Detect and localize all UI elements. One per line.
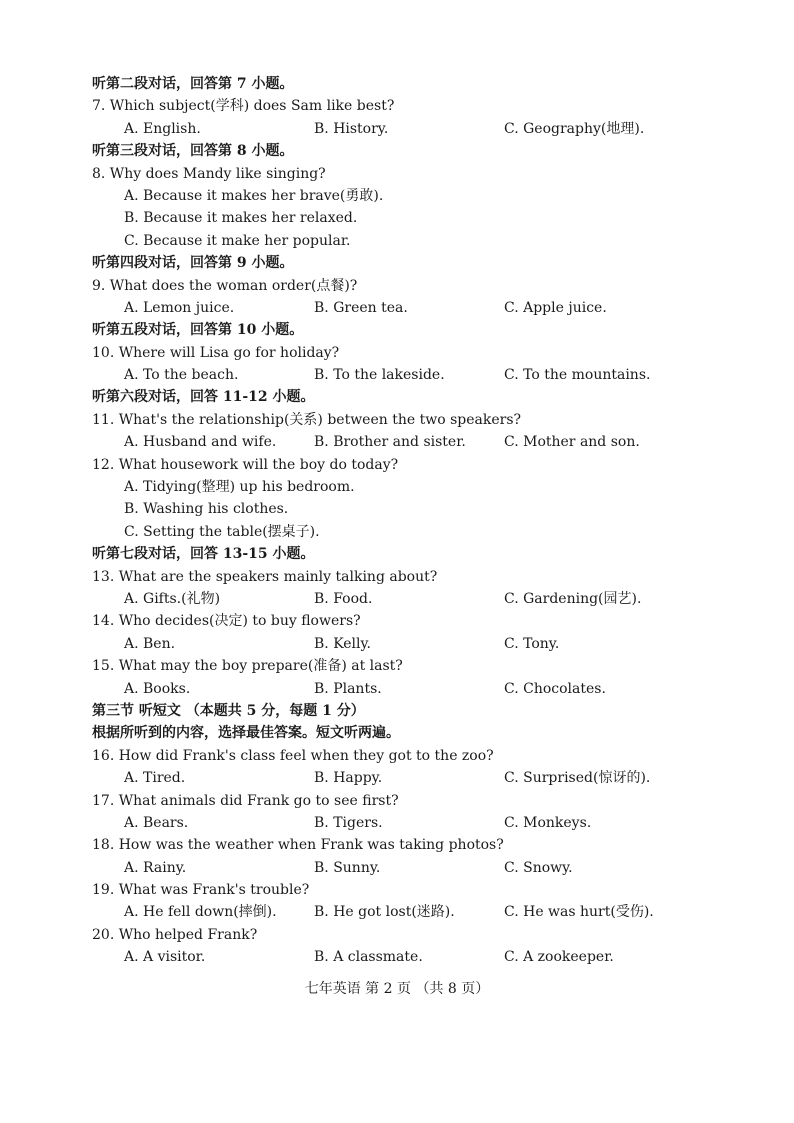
answer-option: A. Tidying(整理) up his bedroom. — [124, 479, 355, 496]
question-text: 18. How was the weather when Frank was taking photos? — [92, 837, 504, 854]
answer-options-row — [92, 633, 732, 655]
answer-options-row — [92, 297, 732, 319]
answer-option-b: B. To the lakeside. — [314, 367, 445, 384]
answer-option: B. Because it makes her relaxed. — [124, 210, 358, 227]
section-heading: 听第六段对话，回答 11-12 小题。 — [92, 389, 315, 406]
answer-option-b: B. Tigers. — [314, 814, 383, 831]
answer-option-c: C. A zookeeper. — [504, 949, 614, 966]
answer-option-a: A. Gifts.(礼物) — [124, 590, 221, 607]
question-text: 8. Why does Mandy like singing? — [92, 165, 326, 182]
answer-option: B. Washing his clothes. — [124, 501, 289, 518]
answer-option-b: B. History. — [314, 120, 389, 137]
answer-option-b: B. Kelly. — [314, 635, 372, 652]
question-text: 17. What animals did Frank go to see first? — [92, 792, 399, 809]
answer-option-a: A. Rainy. — [124, 859, 187, 876]
answer-option-b: B. Food. — [314, 590, 373, 607]
answer-option-c: C. To the mountains. — [504, 367, 651, 384]
section-heading: 听第二段对话，回答第 7 小题。 — [92, 76, 294, 92]
answer-option-c: C. Geography(地理). — [504, 120, 645, 137]
exam-content — [92, 73, 732, 969]
answer-option-a: A. Tired. — [124, 770, 186, 787]
answer-options-row — [92, 678, 732, 700]
answer-option-b: B. He got lost(迷路). — [314, 904, 455, 921]
section-heading: 听第三段对话，回答第 8 小题。 — [92, 143, 294, 160]
answer-option-b: B. Happy. — [314, 770, 383, 787]
answer-option-c: C. Mother and son. — [504, 434, 640, 451]
answer-option-a: A. Ben. — [124, 635, 176, 652]
answer-option-b: B. Sunny. — [314, 859, 381, 876]
answer-option-c: C. Tony. — [504, 635, 560, 652]
page-footer: 七年英语 第 2 页 （共 8 页） — [304, 981, 490, 997]
answer-options-row — [92, 588, 732, 610]
answer-option-c: C. Monkeys. — [504, 814, 592, 831]
question-text: 12. What housework will the boy do today? — [92, 456, 399, 473]
answer-option-a: A. Books. — [124, 680, 191, 697]
answer-option-c: C. Gardening(园艺). — [504, 590, 642, 607]
answer-options-row — [92, 812, 732, 834]
question-text: 19. What was Frank's trouble? — [92, 882, 310, 899]
section-heading: 第三节 听短文 （本题共 5 分，每题 1 分） — [92, 702, 365, 719]
answer-option-c: C. Snowy. — [504, 859, 573, 876]
question-text: 9. What does the woman order(点餐)? — [92, 277, 358, 294]
answer-option-c: C. Chocolates. — [504, 680, 606, 697]
answer-option-a: A. He fell down(摔倒). — [124, 904, 277, 921]
question-text: 7. Which subject(学科) does Sam like best? — [92, 98, 395, 115]
answer-options-row — [92, 857, 732, 879]
question-text: 13. What are the speakers mainly talking about? — [92, 568, 438, 585]
answer-options-row — [92, 118, 732, 140]
answer-option-b: B. Brother and sister. — [314, 434, 466, 451]
answer-option-c: C. He was hurt(受伤). — [504, 904, 654, 921]
question-text: 14. Who decides(决定) to buy flowers? — [92, 613, 361, 630]
question-text: 16. How did Frank's class feel when they got to the zoo? — [92, 747, 494, 764]
answer-option-a: A. Lemon juice. — [124, 299, 235, 316]
question-text: 10. Where will Lisa go for holiday? — [92, 344, 340, 361]
question-text: 20. Who helped Frank? — [92, 926, 258, 943]
answer-option-b: B. Plants. — [314, 680, 382, 697]
answer-option-a: A. Bears. — [124, 814, 189, 831]
answer-option: C. Setting the table(摆桌子). — [124, 523, 320, 540]
answer-options-row — [92, 946, 732, 968]
section-heading: 听第五段对话，回答第 10 小题。 — [92, 322, 304, 339]
answer-option-a: A. English. — [124, 120, 201, 137]
answer-options-row — [92, 364, 732, 386]
question-text: 11. What's the relationship(关系) between the two speakers? — [92, 411, 522, 428]
answer-option: C. Because it make her popular. — [124, 232, 351, 249]
answer-option-a: A. To the beach. — [124, 367, 239, 384]
question-text: 15. What may the boy prepare(准备) at last? — [92, 658, 403, 675]
answer-option-b: B. Green tea. — [314, 299, 408, 316]
answer-options-row — [92, 431, 732, 453]
answer-option-c: C. Apple juice. — [504, 299, 607, 316]
answer-options-row — [92, 901, 732, 923]
section-heading: 听第七段对话，回答 13-15 小题。 — [92, 546, 315, 563]
answer-option: A. Because it makes her brave(勇敢). — [124, 187, 384, 204]
answer-option-b: B. A classmate. — [314, 949, 423, 966]
answer-options-row — [92, 767, 732, 789]
answer-option-a: A. A visitor. — [124, 949, 206, 966]
section-heading: 听第四段对话，回答第 9 小题。 — [92, 255, 294, 272]
answer-option-c: C. Surprised(惊讶的). — [504, 770, 651, 787]
section-heading: 根据所听到的内容，选择最佳答案。短文听两遍。 — [92, 725, 400, 742]
answer-option-a: A. Husband and wife. — [124, 434, 277, 451]
